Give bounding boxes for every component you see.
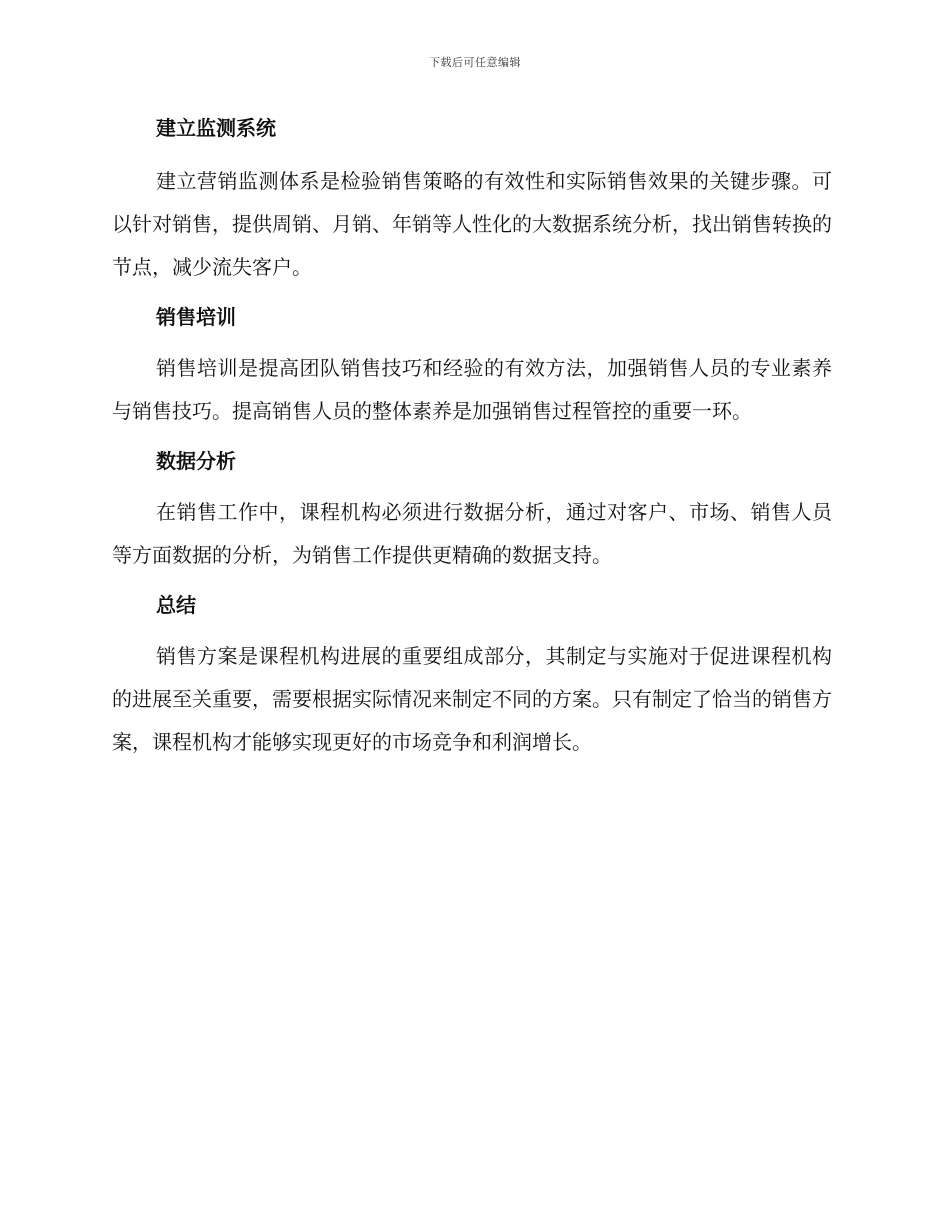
section-monitoring-system bbox=[112, 108, 832, 289]
section-sales-training bbox=[112, 297, 832, 433]
document-content bbox=[112, 108, 832, 764]
section-heading: 销售培训 bbox=[156, 305, 236, 329]
page-header: 下载后可任意编辑 bbox=[429, 56, 521, 69]
section-data-analysis bbox=[112, 441, 832, 577]
section-paragraph: 销售培训是提高团队销售技巧和经验的有效方法，加强销售人员的专业素养与销售技巧。提高销售人员的整体素养是加强销售过程管控的重要一环。 bbox=[112, 356, 832, 423]
section-heading: 数据分析 bbox=[156, 449, 236, 473]
section-paragraph: 在销售工作中，课程机构必须进行数据分析，通过对客户、市场、销售人员等方面数据的分析，为销售工作提供更精确的数据支持。 bbox=[112, 500, 832, 567]
section-heading: 建立监测系统 bbox=[156, 116, 276, 140]
section-summary bbox=[112, 585, 832, 764]
section-paragraph: 建立营销监测体系是检验销售策略的有效性和实际销售效果的关键步骤。可以针对销售，提供周销、月销、年销等人性化的大数据系统分析，找出销售转换的节点，减少流失客户。 bbox=[112, 169, 832, 279]
section-paragraph: 销售方案是课程机构进展的重要组成部分，其制定与实施对于促进课程机构的进展至关重要，需要根据实际情况来制定不同的方案。只有制定了恰当的销售方案，课程机构才能够实现更好的市场竞争和利润增长。 bbox=[112, 644, 832, 754]
section-heading: 总结 bbox=[156, 593, 196, 617]
